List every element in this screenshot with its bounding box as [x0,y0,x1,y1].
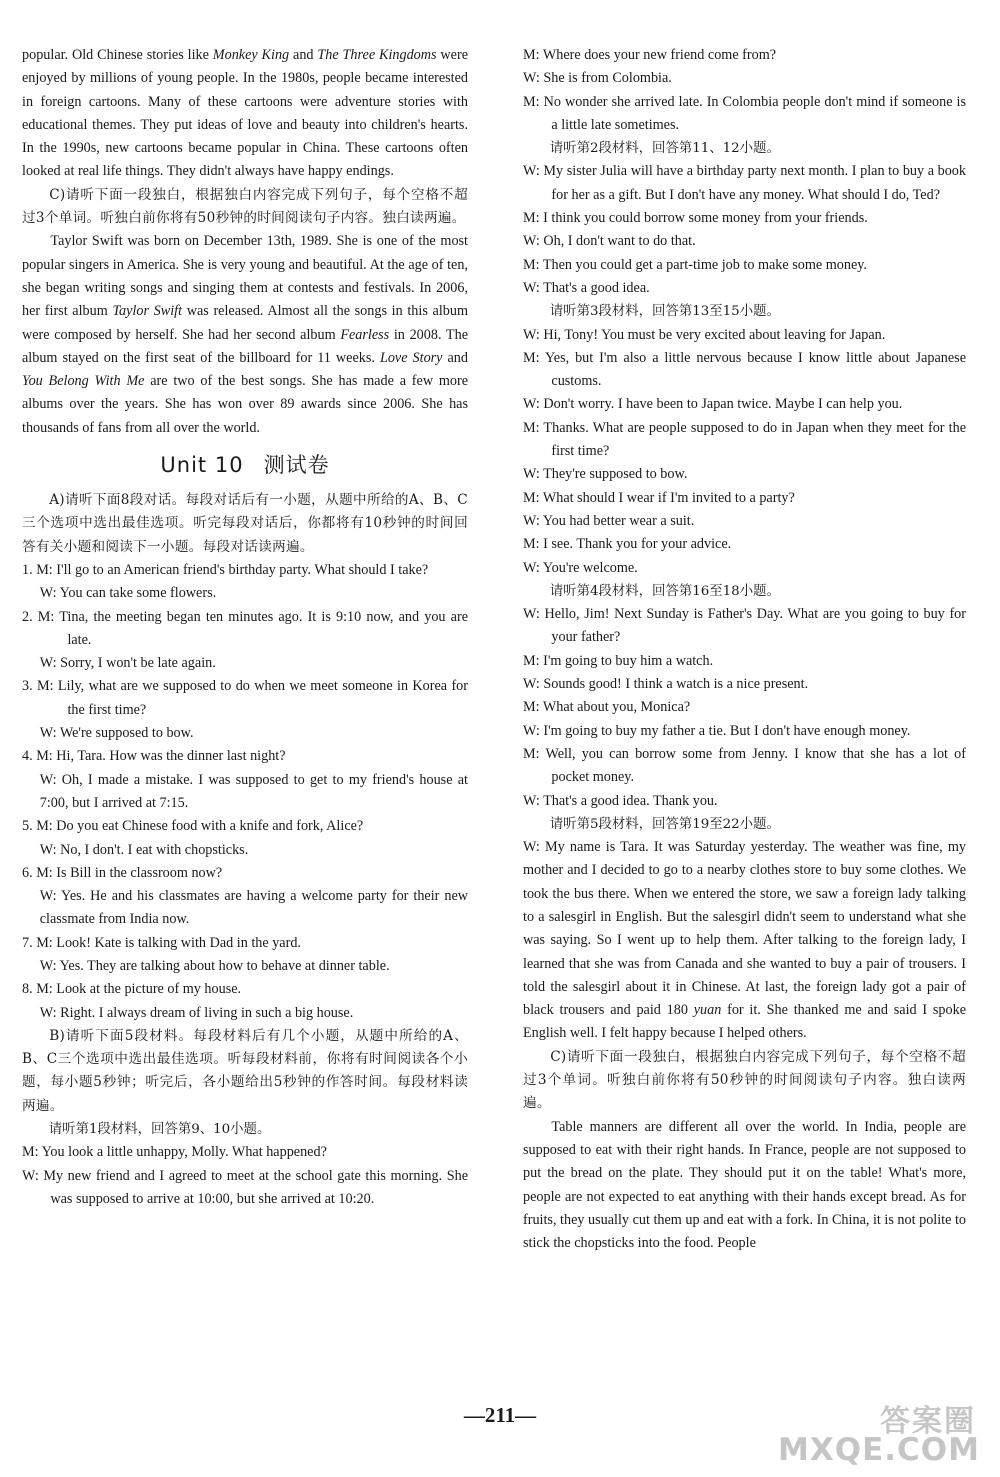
dialogue-line: W: You had better wear a suit. [523,512,695,529]
dialogue-line: W: My sister Julia will have a birthday party next month. I plan to buy a book for her as a gift. But I don't have any money. What should I do, Ted? [523,163,966,203]
material-2-heading: 请听第2段材料，回答第11、12小题。 [549,141,780,157]
section-a-instruction: A)请听下面8段对话。每段对话后有一小题，从题中所给的A、B、C三个选项中选出最佳选项。听完每段对话后，你都将有10秒钟的时间回答有关小题和阅读下一小题。每段对话读两遍。 [22,492,468,555]
dialogue-line: M: I see. Thank you for your advice. [523,536,732,553]
question-woman-line: W: No, I don't. I eat with chopsticks. [39,841,249,858]
question-woman-line: W: Right. I always dream of living in such a big house. [39,1004,354,1021]
paragraph-text: are two of the best songs. She has made a few more albums over the years. She has won over 89 awards since 2006. She has thousands of fans from all over the world. [22,373,468,436]
dialogue-line: W: My new friend and I agreed to meet at the school gate this morning. She was supposed to arrive at 10:00, but she arrived at 10:20. [22,1167,468,1207]
question-man-line: 3. M: Lily, what are we supposed to do when we meet someone in Korea for the first time? [22,678,468,718]
paragraph-text: and [442,349,468,366]
taylor-swift-paragraph [22,230,468,440]
material-4-heading: 请听第4段材料，回答第16至18小题。 [549,583,780,599]
paragraph-text: Taylor Swift was born on December 13th, 1989. She is one of the most popular singers in America. She is very young and beautiful. At the age of ten, she began writing songs and singing them at contests and festivals. In 2006, her first album [22,233,468,320]
dialogue-line: W: Hello, Jim! Next Sunday is Father's Day. What are you going to buy for your father? [523,606,966,646]
dialogue-line: W: Hi, Tony! You must be very excited about leaving for Japan. [523,326,886,343]
question-man-line: 8. M: Look at the picture of my house. [22,981,242,998]
dialogue-line: W: Sounds good! I think a watch is a nice present. [523,676,809,693]
tara-monologue-paragraph [523,836,966,1046]
question-woman-line: W: Oh, I made a mistake. I was supposed to get to my friend's house at 7:00, but I arrived at 7:15. [39,771,468,811]
dialogue-line: M: I'm going to buy him a watch. [523,652,714,669]
section-b-instruction: B)请听下面5段材料。每段材料后有几个小题，从题中所给的A、B、C三个选项中选出最佳选项。听每段材料前，你将有时间阅读各个小题，每小题5秒钟；听完后，各小题给出5秒钟的作答时间。每段材料读两遍。 [22,1027,468,1114]
material-3-heading: 请听第3段材料，回答第13至15小题。 [549,304,780,320]
material-1-heading: 请听第1段材料，回答第9、10小题。 [48,1122,271,1138]
paragraph-text: W: My name is Tara. It was Saturday yesterday. The weather was fine, my mother and I decided to go to a nearby clothes store to buy some clothes. We took the bus there. When we entered the store, we saw a foreign lady talking to a salesgirl in English. But the salesgirl didn't seem to understand what she was saying. So I went up to help them. After talking to the foreign lady, I learned that she was from Canada and she wanted to buy a pair of trousers. I told the salesgirl about it in Chinese. At last, the foreign lady got a pair of black trousers and paid 180 [523,839,966,1019]
dialogue-line: W: That's a good idea. [523,279,650,296]
paragraph-text: and [289,47,318,63]
italic-title-text: You Belong With Me [22,373,145,390]
watermark-logo [777,1396,988,1474]
dialogue-line: W: Oh, I don't want to do that. [523,233,696,250]
dialogue-line: M: Yes, but I'm also a little nervous because I know little about Japanese customs. [523,349,966,390]
material-5-heading: 请听第5段材料，回答第19至22小题。 [549,816,780,832]
question-man-line: 2. M: Tina, the meeting began ten minutes ago. It is 9:10 now, and you are late. [22,608,468,648]
italic-title-text: Monkey King [212,47,290,63]
dialogue-line: W: I'm going to buy my father a tie. But I don't have enough money. [523,722,911,739]
watermark-cn-text: 答案圈 [880,1404,976,1439]
question-man-line: 7. M: Look! Kate is talking with Dad in the yard. [22,934,301,951]
left-column [22,44,468,1211]
cartoon-history-paragraph [22,44,468,184]
question-woman-line: W: Sorry, I won't be late again. [39,655,216,672]
dialogue-line: W: They're supposed to bow. [523,466,688,483]
right-column [523,44,966,1255]
italic-title-text: Love Story [379,349,443,366]
section-c-instruction-2: C)请听下面一段独白，根据独白内容完成下列句子，每个空格不超过3个单词。听独白前你将有50秒钟的时间阅读句子内容。独白读两遍。 [523,1048,966,1112]
dialogue-line: M: I think you could borrow some money from your friends. [523,210,868,227]
dialogue-line: W: She is from Colombia. [523,70,672,87]
question-man-line: 4. M: Hi, Tara. How was the dinner last night? [22,748,286,765]
paragraph-text: in 2008. The album stayed on the first seat of the billboard for 11 weeks. [22,326,468,366]
paragraph-text: popular. Old Chinese stories like [22,47,213,63]
italic-title-text: The Three Kingdoms [317,47,437,63]
italic-title-text: Taylor Swift [112,303,183,320]
dialogue-line: M: What about you, Monica? [523,699,691,716]
question-man-line: 5. M: Do you eat Chinese food with a knife and fork, Alice? [22,818,364,835]
dialogue-line: M: No wonder she arrived late. In Colombia people don't mind if someone is a little late sometimes. [523,93,966,133]
section-c-instruction: C)请听下面一段独白，根据独白内容完成下列句子，每个空格不超过3个单词。听独白前你将有50秒钟的时间阅读句子内容。独白读两遍。 [22,186,468,227]
watermark-en-text: MXQE.COM [777,1432,980,1468]
table-manners-paragraph [523,1116,966,1256]
dialogue-line: M: Thanks. What are people supposed to do in Japan when they meet for the first time? [523,419,966,460]
dialogue-line: M: Where does your new friend come from? [523,47,777,63]
dialogue-line: M: Well, you can borrow some from Jenny. I know that she has a lot of pocket money. [523,745,966,786]
paragraph-text: for it. She thanked me and said I spoke English well. I felt happy because I helped others. [523,1002,966,1042]
unit-subtitle: 测试卷 [263,453,330,478]
paragraph-text: were enjoyed by millions of young people. In the 1980s, people became interested in foreign cartoons. Many of these cartoons were adventure stories with educational themes. They put ideas of love and beauty into children's hearts. In the 1990s, new cartoons became popular in China. These cartoons often looked at real life things. They didn't always have happy endings. [22,47,468,180]
paragraph-text: was released. Almost all the songs in this album were composed by herself. She had her second album [22,303,468,343]
question-woman-line: W: You can take some flowers. [39,585,217,602]
question-man-line: 6. M: Is Bill in the classroom now? [22,864,223,881]
question-woman-line: W: We're supposed to bow. [39,725,194,742]
dialogue-line: M: Then you could get a part-time job to make some money. [523,256,867,273]
italic-title-text: Fearless [340,326,390,343]
question-list [22,559,468,1025]
dialogue-line: W: You're welcome. [523,559,638,576]
italic-title-text: yuan [693,1002,722,1019]
dialogue-line: W: That's a good idea. Thank you. [523,792,718,809]
unit-title-text: Unit 10 [160,453,244,478]
question-woman-line: W: Yes. They are talking about how to behave at dinner table. [39,957,390,974]
question-woman-line: W: Yes. He and his classmates are having a welcome party for their new classmate from India now. [39,888,468,928]
dialogue-line: M: What should I wear if I'm invited to a party? [523,489,795,506]
unit-title [22,451,468,479]
page-number: —211— [463,1403,537,1427]
dialogue-line: M: You look a little unhappy, Molly. What happened? [22,1144,327,1161]
question-man-line: 1. M: I'll go to an American friend's birthday party. What should I take? [22,561,429,578]
dialogue-line: W: Don't worry. I have been to Japan twice. Maybe I can help you. [523,396,903,413]
paragraph-text: Table manners are different all over the world. In India, people are supposed to eat with their right hands. In France, people are not supposed to put the bread on the plate. They should put it on the table! What's more, people are not expected to eat anything with their hands except bread. As for fruits, they usually cut them up and eat with a fork. In China, it is not polite to stick the chopsticks into the food. People [523,1118,966,1252]
